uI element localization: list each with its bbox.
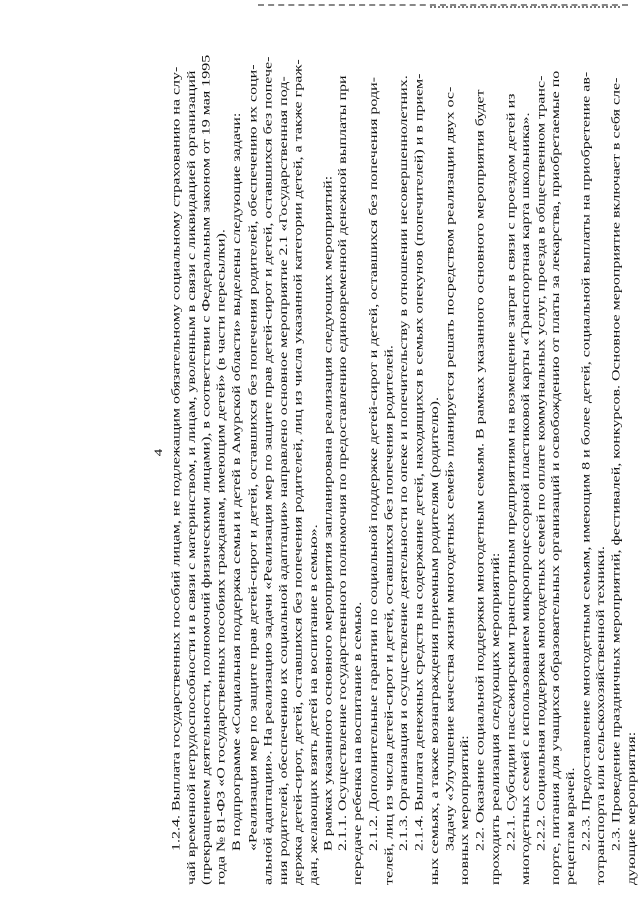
text-line: новных мероприятий: [458, 735, 472, 885]
text-line: 2.3. Проведение праздничных мероприятий, фестивалей, конкурсов. Основное мероприятие включает в себя сле- [609, 77, 623, 851]
text-line: ния родителей, обеспечению их социальной адаптации» направлено основное мероприятие 2.1 «Государственная под- [277, 76, 290, 885]
text-line: 2.1.2. Дополнительные гарантии по социальной поддержке детей-сирот и детей, оставшихся без попечения роди- [367, 77, 381, 851]
text-line: альной адаптации». На реализацию задачи «Реализация мер по защите прав детей-сирот и детей, оставшихся без попече- [261, 56, 275, 885]
text-line: 2.2.2. Социальная поддержка многодетных семей по оплате коммунальных услуг, проезда в общественном транс- [534, 75, 548, 851]
text-line: В подпрограмме «Социальная поддержка семьи и детей в Амурской области» выделены следующие задачи: [230, 112, 243, 851]
text-line: (прекращением деятельности, полномочий физическими лицами), в соответствии с Федеральным законом от 19 мая 1995 [200, 54, 213, 885]
text-line: 2.2.3. Предоставление многодетным семьям, имеющим 8 и более детей, социальной выплаты на приобретение ав- [579, 71, 593, 851]
text-line: дан, желающих взять детей на воспитание в семью». [307, 524, 320, 885]
text-line: передаче ребенка на воспитание в семью. [351, 601, 364, 885]
text-line: многодетных семей с использованием микропроцессорной пластиковой карты «Транспортная карта школьника». [519, 112, 533, 885]
rotated-text-block [40, 20, 638, 885]
text-line: тотранспорта или сельскохозяйственной техники. [594, 546, 607, 885]
text-line: 2.1.1. Осуществление государственного полномочия по предоставлению единовременной денежной выплаты при [336, 75, 350, 851]
text-line: порте, питания для учащихся образовательных организаций и освобождению от платы за лекарства, приобретаемые по [549, 70, 563, 885]
text-line: 2.2. Оказание социальной поддержки многодетным семьям. В рамках указанного основного мероприятия будет [474, 89, 487, 851]
scan-edge-marks-secondary [430, 6, 620, 8]
text-line: чай временной нетрудоспособности и в связи с материнством, и лицам, уволенным в связи с ликвидацией организаций [185, 70, 198, 885]
text-line: В рамках указанного основного мероприятия запланирована реализация следующих мероприятий: [322, 175, 335, 851]
text-line: «Реализация мер по защите прав детей-сирот и детей, оставшихся без попечения родителей, обеспечению их соци- [247, 64, 260, 851]
text-line: рецептам врачей. [564, 767, 577, 885]
text-line: Задачу «Улучшение качества жизни многодетных семей» планируется решать посредством реализации двух ос- [443, 86, 457, 851]
text-line: 1.2.4. Выплата государственных пособий лицам, не подлежащим обязательному социальному страхованию на слу- [169, 66, 183, 851]
text-line: телей, лиц из числа детей-сирот и детей, оставшихся без попечения родителей. [382, 345, 396, 885]
text-line: дующие мероприятия: [625, 731, 638, 885]
text-line: года № 81-ФЗ «О государственных пособиях гражданам, имеющим детей» (в части пересылки). [214, 229, 228, 885]
text-line: 2.1.4. Выплата денежных средств на содержание детей, находящихся в семьях опекунов (попечителей) и в прием- [413, 73, 426, 851]
text-line: ных семьях, а также вознаграждения приемным родителям (родителю). [428, 397, 441, 885]
text-line: проходить реализация следующих мероприятий: [489, 552, 502, 885]
text-line: держка детей-сирот, детей, оставшихся без попечения родителей, лиц из числа указанной категории детей, а также граж- [291, 59, 305, 885]
text-line: 2.1.3. Организация и осуществление деятельности по опеке и попечительству в отношении несовершеннолетних. [397, 75, 411, 851]
page-number: 4 [153, 448, 165, 457]
text-line: 2.2.1. Субсидии пассажирским транспортным предприятиям на возмещение затрат в связи с проездом детей из [504, 93, 518, 851]
